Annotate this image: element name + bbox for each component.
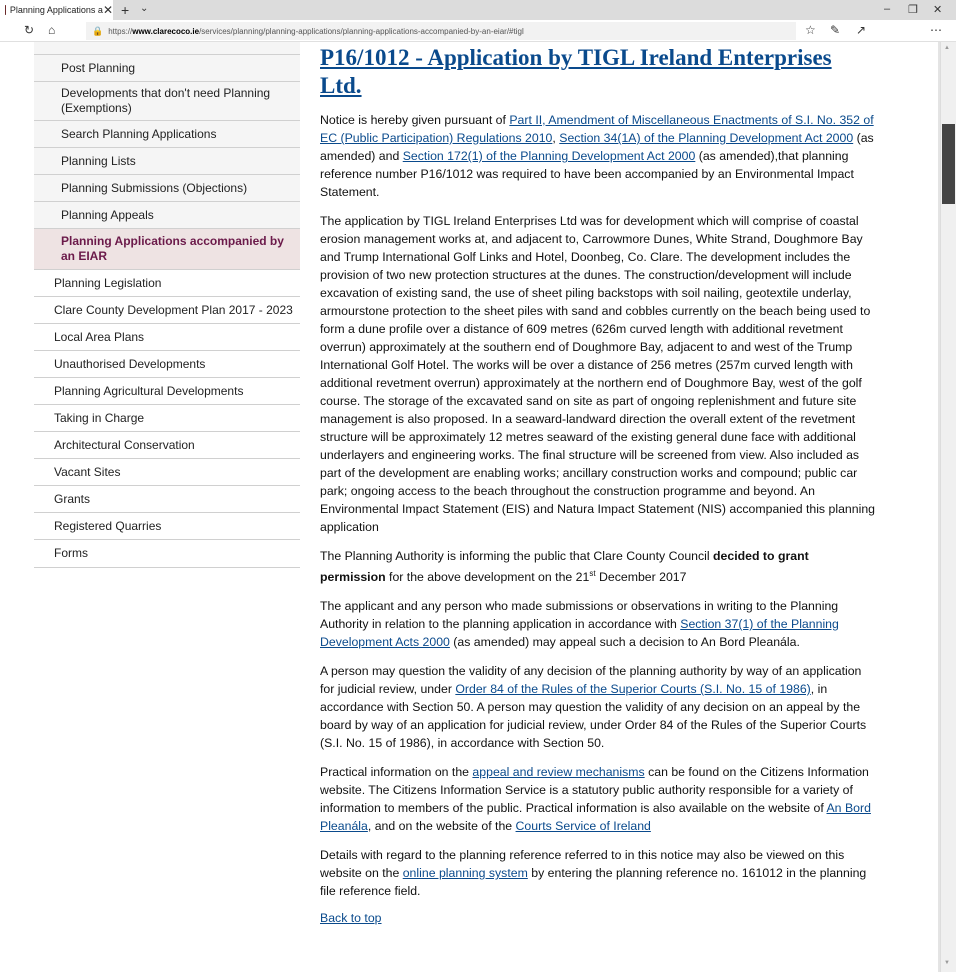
tab-title: Planning Applications a	[9, 5, 103, 15]
description-paragraph: The application by TIGL Ireland Enterprises Ltd was for development which will comprise of coastal erosion management works at, and adjacent to, Carrowmore Dunes, White Strand, Doughmore Bay and Trump International Golf Links and Hotel, Doonbeg, Co. Clare. The development includes the provision of two new protection structures at the dunes. The construction/development will include excavation of existing sand, the use of sheet piling backstops with soil nailing, geotextile underlay, armourstone protection to the sheet piles with sand and cobbles currently on the beach being used to form a dune profile over a distance of 609 metres (626m curved length with additional revetment overrun) approximately at the southern end of Doughmore Bay, adjacent to and west of the Trump International Golf Hotel. The works will be over a distance of 256 metres (257m curved length with additional revetment overrun) approximately at the northern end of Doughmore Bay, west of the golf course. The storage of the excavated sand on site as part of ongoing replenishment and future site management is also proposed. In a seaward-landward direction the overall extent of the revetment structure will be approximately 12 metres seaward of the existing general dune face with additional underlayers and engineering works. The final structure will be screened from view. Also included as part of the development are enabling works; ancillary construction works and compound; public car park; ongoing access to the beach throughout the construction programme and beyond. An Environmental Impact Statement (EIS) and Natura Impact Statement (NIS) accompanied this planning application	[320, 214, 875, 534]
link-section-172[interactable]: Section 172(1) of the Planning Development Act 2000	[402, 149, 696, 163]
tab-close-icon[interactable]: ✕	[102, 3, 113, 17]
practical-info-paragraph	[320, 763, 875, 835]
sidebar-item-label: Post Planning	[61, 60, 136, 75]
url-prefix: https://	[108, 26, 133, 36]
restore-icon[interactable]: ❐	[908, 4, 918, 16]
text-span: (as amended) and	[320, 131, 874, 163]
details-paragraph	[320, 846, 875, 900]
text-span: (as amended) may appeal such a decision to An Bord Pleanála.	[449, 635, 800, 650]
sidebar-item-post-planning[interactable]	[34, 55, 300, 82]
back-to-top-link[interactable]: Back to top	[320, 911, 382, 926]
sidebar-item-grants[interactable]	[34, 486, 300, 513]
sidebar-item-label: Developments that don't need Planning (Exemptions)	[61, 86, 271, 115]
text-span: Practical information on the	[320, 765, 473, 780]
text-span: Notice is hereby given pursuant of	[320, 113, 510, 127]
sidebar-item-label: Planning Appeals	[61, 207, 154, 222]
date-suffix: st	[589, 569, 596, 578]
sidebar-item-label: Forms	[54, 546, 88, 560]
text-span: December 2017	[595, 570, 687, 585]
link-section-37[interactable]: Section 37(1) of the Planning Development Acts 2000	[320, 617, 839, 650]
text-span: for the above development on the 21	[385, 570, 590, 585]
share-icon[interactable]: ↗	[856, 23, 867, 37]
text-span: , in accordance with Section 50. A person may question the validity of any decision on an appeal by the board by way of an application for judicial review, under Order 84 of the Rules of the Superior Courts (S.I. No. 15 of 1986), in accordance with Section 50.	[320, 682, 867, 751]
sidebar-item-vacant-sites[interactable]	[34, 459, 300, 486]
sidebar-item-label: Search Planning Applications	[61, 126, 217, 141]
sidebar-item-forms[interactable]	[34, 540, 300, 568]
refresh-icon[interactable]: ↻	[24, 23, 35, 37]
sidebar-item-taking-in-charge[interactable]	[34, 405, 300, 432]
new-tab-button[interactable]: +	[121, 2, 130, 18]
sidebar-item-architectural[interactable]	[34, 432, 300, 459]
minimize-icon[interactable]: –	[884, 3, 891, 15]
url-path: /services/planning/planning-applications/planning-applications-accompanied-by-an-eiar/#tigl	[199, 26, 524, 36]
validity-paragraph	[320, 662, 875, 752]
address-toolbar	[0, 20, 956, 42]
text-span: The Planning Authority is informing the public that Clare County Council	[320, 549, 714, 563]
text-span: Details with regard to the planning reference referred to in this notice may also be viewed on this website on the	[320, 848, 845, 881]
sidebar-item-label: Planning Submissions (Objections)	[61, 180, 248, 195]
sidebar-item-label: Architectural Conservation	[54, 437, 195, 452]
sidebar-item-planning-lists[interactable]	[34, 148, 300, 175]
lock-icon: 🔒	[92, 25, 104, 36]
home-icon[interactable]: ⌂	[48, 23, 56, 37]
text-span: ,	[552, 131, 560, 145]
page-title: P16/1012 - Application by TIGL Ireland Enterprises Ltd.	[320, 45, 832, 98]
sidebar-item-label: Clare County Development Plan 2017 - 2023	[54, 302, 293, 317]
notice-paragraph	[320, 111, 875, 201]
site-favicon-icon	[5, 5, 6, 15]
sidebar-item-eiar[interactable]	[34, 229, 300, 270]
link-an-bord-pleanala[interactable]: An Bord Pleanála	[320, 801, 871, 834]
sidebar-item-label: Planning Legislation	[54, 275, 162, 290]
sidebar-item-label: Registered Quarries	[54, 518, 162, 533]
text-span: (as amended),that planning reference number P16/1012 was required to have been accompanied by an Environmental Impact Statement.	[320, 149, 854, 199]
sidebar-item-partial[interactable]	[34, 42, 300, 55]
sidebar-item-label: Taking in Charge	[54, 410, 145, 425]
sidebar-item-submissions[interactable]	[34, 175, 300, 202]
appeal-paragraph	[320, 597, 875, 651]
sidebar-item-label: Grants	[54, 491, 91, 506]
text-span: can be found on the Citizens Information website. The Citizens Information Service is a statutory public authority responsible for a variety of information to members of the public. Practical information is also available on the website of	[320, 765, 869, 816]
sidebar-item-label: Unauthorised Developments	[54, 356, 206, 371]
tab-bar	[0, 0, 956, 20]
favorites-icon[interactable]: ☆	[805, 23, 816, 37]
sidebar-item-local-area-plans[interactable]	[34, 324, 300, 351]
close-window-icon[interactable]: ✕	[933, 4, 943, 16]
sidebar-item-label: Planning Lists	[61, 153, 136, 168]
scrollbar-thumb[interactable]	[942, 124, 955, 204]
text-span: by entering the planning reference no. 161012 in the planning file reference field.	[320, 866, 867, 899]
sidebar-item-search-planning[interactable]	[34, 121, 300, 148]
link-section-34[interactable]: Section 34(1A) of the Planning Development Act 2000	[559, 131, 854, 145]
sidebar-item-exemptions[interactable]	[34, 82, 300, 121]
link-part-ii-amendment[interactable]: Part II, Amendment of Miscellaneous Enactments of S.I. No. 352 of EC (Public Participation) Regulations 2010	[320, 113, 874, 145]
vertical-scrollbar[interactable]	[940, 42, 956, 972]
sidebar-item-quarries[interactable]	[34, 513, 300, 540]
sidebar-item-label: Planning Applications accompanied by an EIAR	[61, 234, 284, 263]
text-span: The applicant and any person who made submissions or observations in writing to the Planning Authority in relation to the planning application in accordance with	[320, 599, 839, 632]
decision-text: decided to grant permission	[320, 549, 809, 585]
sidebar-item-label: Local Area Plans	[54, 329, 145, 344]
link-appeal-review[interactable]: appeal and review mechanisms	[472, 765, 645, 780]
link-courts-service[interactable]: Courts Service of Ireland	[515, 819, 651, 834]
pen-icon[interactable]: ✎	[830, 23, 841, 37]
text-span: A person may question the validity of any decision of the planning authority by way of an application for judicial review, under	[320, 664, 862, 697]
text-span: , and on the website of the	[367, 819, 516, 834]
scroll-up-icon[interactable]: ▲	[944, 45, 950, 51]
sidebar-item-label: Vacant Sites	[54, 464, 121, 479]
sidebar-item-agricultural[interactable]	[34, 378, 300, 405]
scroll-down-icon[interactable]: ▼	[944, 960, 950, 966]
link-online-planning[interactable]: online planning system	[402, 866, 528, 881]
browser-tab[interactable]	[0, 0, 113, 20]
url-field[interactable]	[86, 22, 796, 40]
more-options-icon[interactable]: ⋯	[930, 23, 942, 37]
main-content	[320, 42, 875, 927]
sidebar-item-unauthorised[interactable]	[34, 351, 300, 378]
sidebar-item-label: Planning Agricultural Developments	[54, 383, 244, 398]
sidebar-item-legislation[interactable]	[34, 270, 300, 297]
sidebar-item-appeals[interactable]	[34, 202, 300, 229]
link-order-84[interactable]: Order 84 of the Rules of the Superior Courts (S.I. No. 15 of 1986)	[455, 682, 811, 697]
tab-actions-chevron-icon[interactable]: ⌄	[140, 3, 149, 14]
decision-paragraph	[320, 547, 875, 586]
sidebar-item-development-plan[interactable]	[34, 297, 300, 324]
url-domain: www.clarecoco.ie	[132, 26, 200, 36]
